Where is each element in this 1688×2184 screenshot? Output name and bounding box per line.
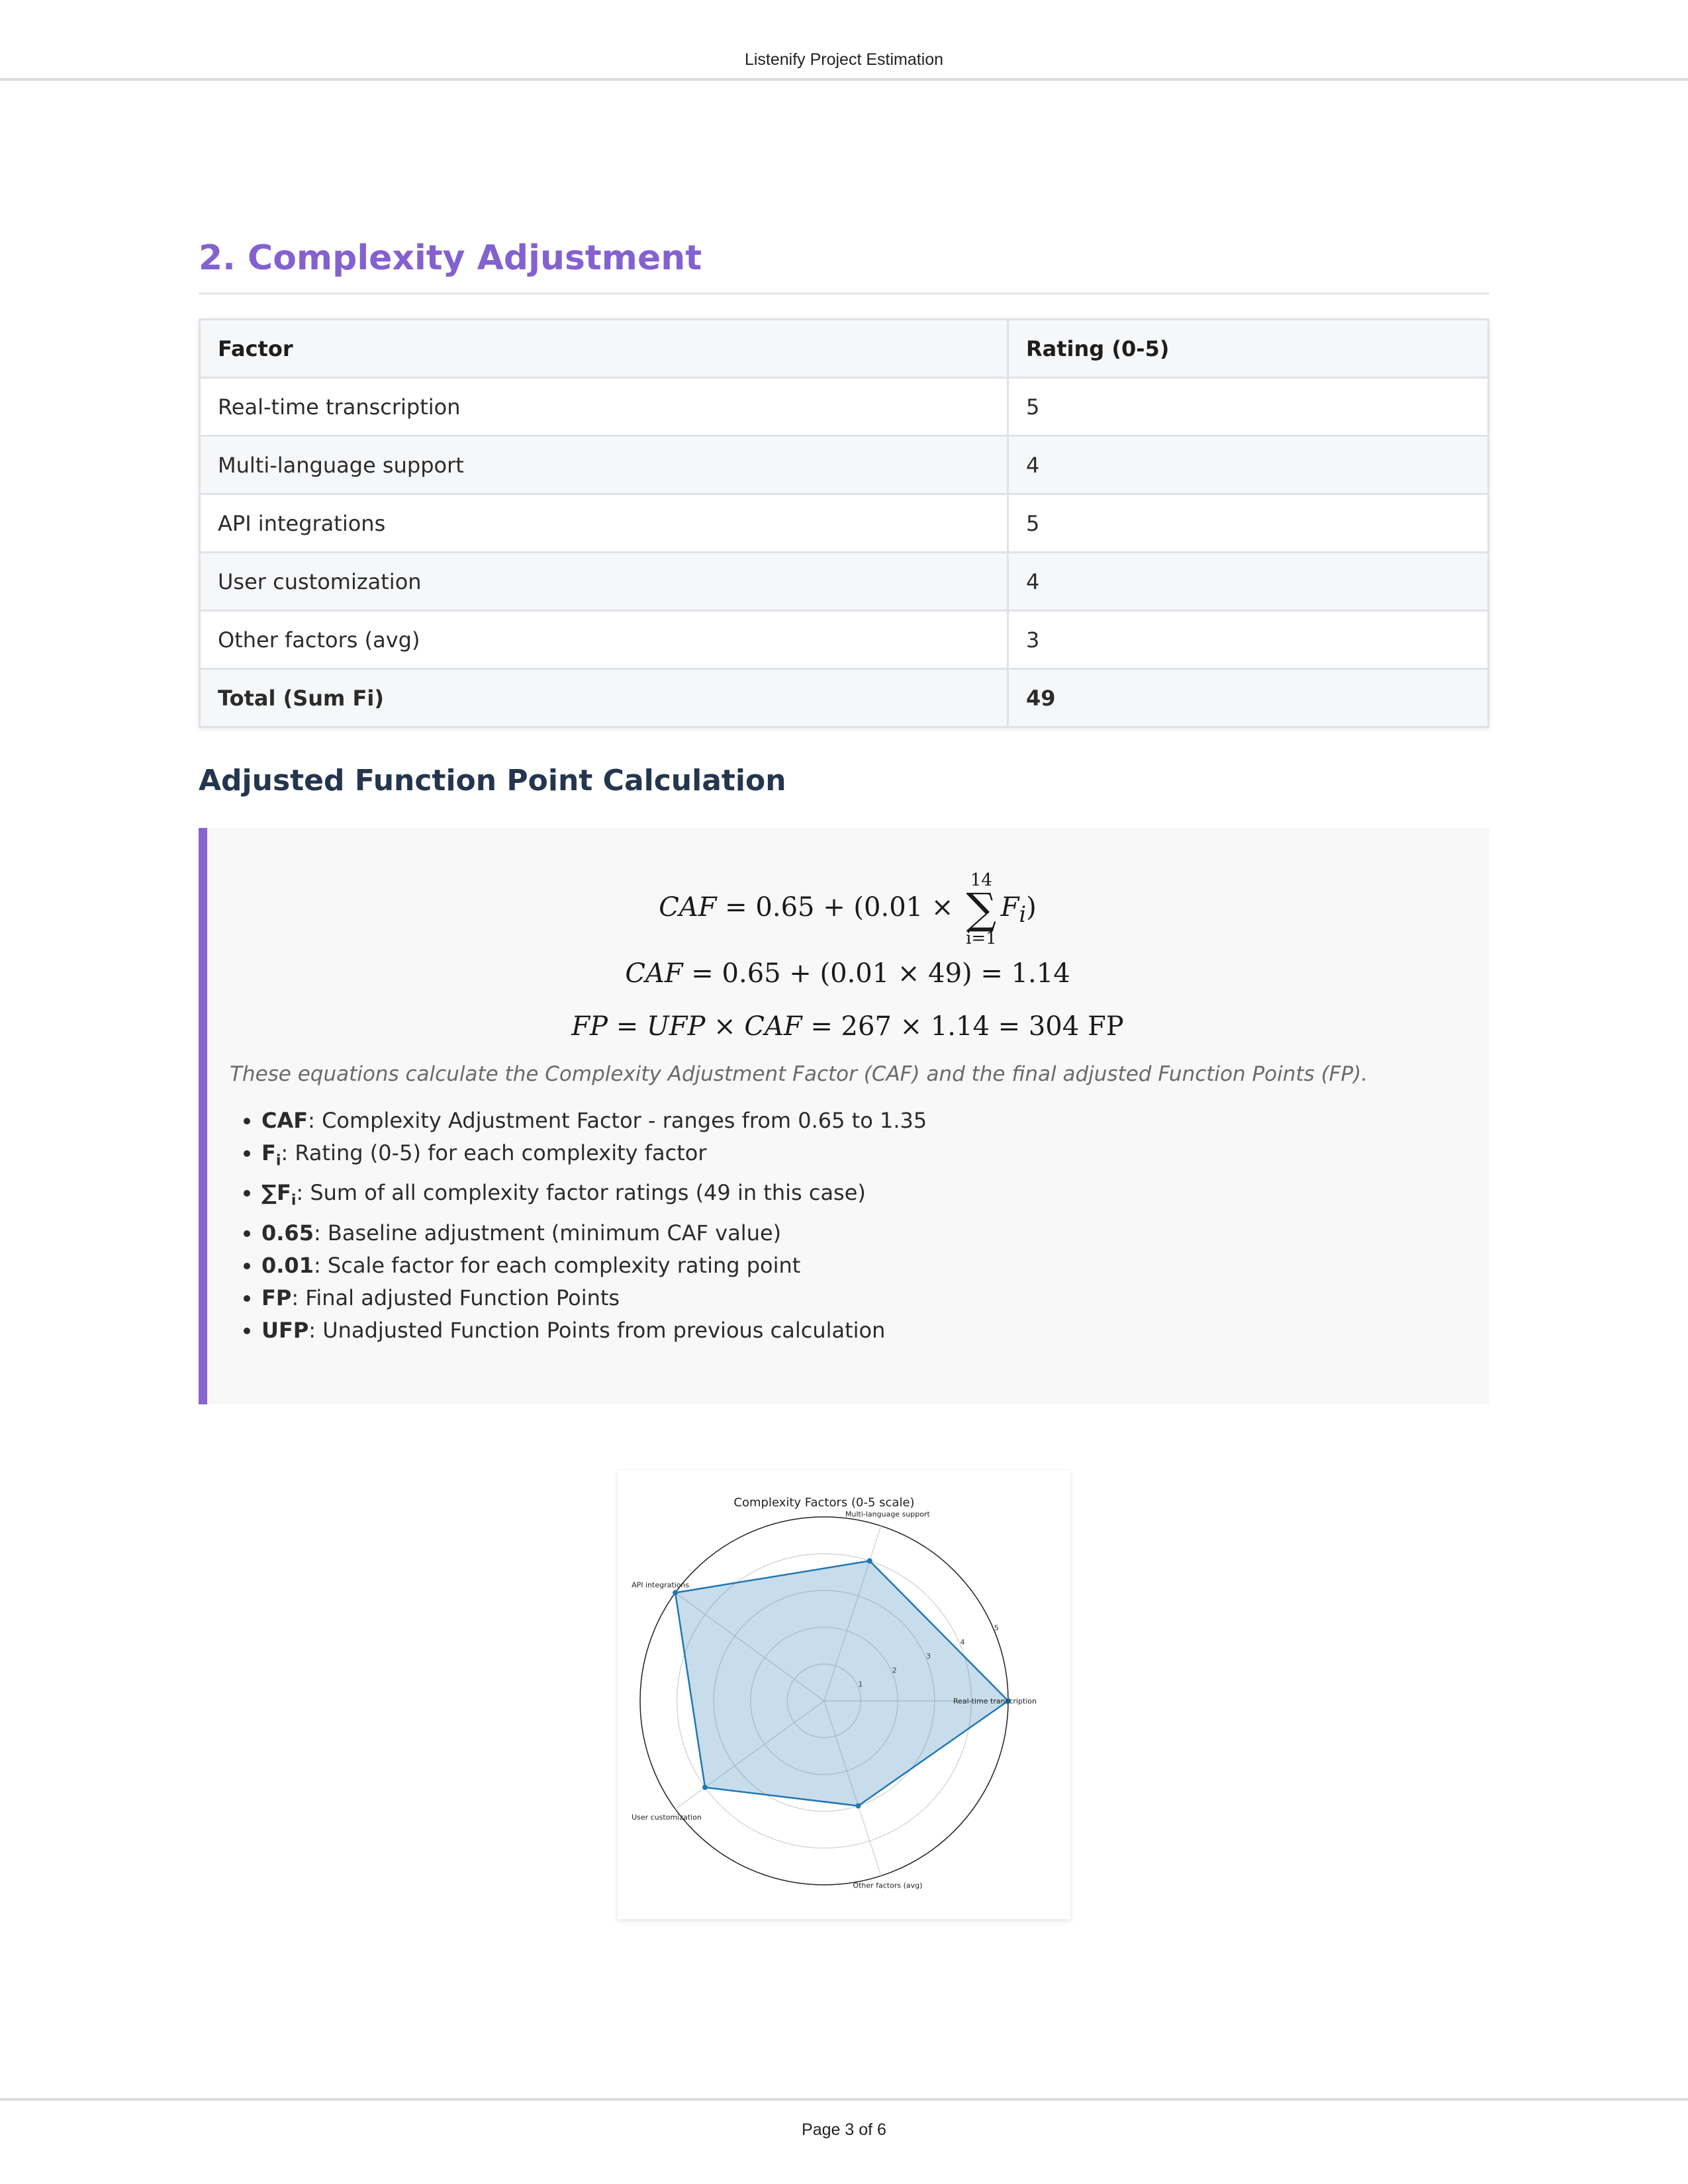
data-point [673, 1590, 678, 1596]
eq1-lhs: CAF [659, 892, 717, 923]
chart-title: Complexity Factors (0-5 scale) [733, 1496, 915, 1510]
radar-chart-card [618, 1471, 1070, 1919]
def-term: ∑F [261, 1180, 291, 1206]
rating-cell: 4 [1008, 436, 1489, 494]
rating-cell: 5 [1008, 494, 1489, 553]
factor-cell: User customization [200, 553, 1008, 611]
def-term: F [261, 1140, 276, 1165]
factor-cell: Other factors (avg) [200, 611, 1008, 669]
eq3-caf: CAF [744, 1011, 802, 1042]
column-header-factor: Factor [200, 320, 1008, 378]
def-term: 0.01 [261, 1252, 314, 1278]
def-text: : Complexity Adjustment Factor - ranges from 0.65 to 1.35 [308, 1108, 927, 1133]
sum-lower-limit: i=1 [966, 929, 997, 948]
category-label: API integrations [632, 1580, 690, 1590]
radial-tick-label: 4 [960, 1637, 965, 1647]
eq3-rhs: = 267 × 1.14 = 304 [810, 1011, 1080, 1042]
def-subscript: i [275, 1152, 281, 1169]
equation-caf-value [230, 947, 1466, 1000]
radial-tick-label: 2 [892, 1666, 897, 1675]
table-row [200, 553, 1489, 611]
section-heading: 2. Complexity Adjustment [199, 238, 1489, 295]
page-footer [0, 2098, 1688, 2184]
eq2-lhs: CAF [625, 958, 683, 989]
eq3-ufp: UFP [647, 1011, 706, 1042]
data-point [856, 1803, 861, 1809]
def-text: : Scale factor for each complexity rating point [313, 1252, 801, 1278]
def-term: UFP [261, 1317, 309, 1343]
factor-cell: Multi-language support [200, 436, 1008, 494]
list-item [261, 1217, 1466, 1250]
definition-list [230, 1105, 1466, 1347]
complexity-factors-table [199, 318, 1489, 728]
category-label: User customization [632, 1813, 702, 1822]
eq3-lhs: FP [571, 1011, 608, 1042]
summation-symbol: 14 ∑ i=1 [966, 870, 997, 948]
list-item [261, 1250, 1466, 1282]
list-item [261, 1105, 1466, 1137]
eq3-unit: FP [1087, 1011, 1124, 1042]
eq2-rhs: = 0.65 + (0.01 × 49) = 1.14 [691, 958, 1070, 989]
eq1-term-subscript: i [1019, 901, 1027, 927]
def-subscript: i [291, 1192, 297, 1209]
eq1-factor: 0.01 [864, 892, 923, 923]
radial-tick-label: 3 [926, 1652, 931, 1661]
category-label: Real-time transcription [953, 1697, 1037, 1706]
def-text: : Rating (0-5) for each complexity factor [281, 1140, 707, 1165]
category-label: Other factors (avg) [853, 1881, 923, 1890]
radial-tick-label: 1 [858, 1680, 863, 1689]
def-text: : Sum of all complexity factor ratings (49 in this case) [296, 1180, 866, 1206]
equation-caf-definition: CAF = 0.65 + (0.01 × 14 ∑ i=1 $F_i$) [659, 870, 1037, 948]
eq1-term: F [1000, 892, 1019, 923]
factor-cell: Real-time transcription [200, 378, 1008, 436]
data-point [702, 1785, 708, 1790]
radar-chart [618, 1471, 1070, 1919]
total-label-cell: Total (Sum Fi) [200, 669, 1008, 727]
list-item [261, 1137, 1466, 1177]
rating-cell: 5 [1008, 378, 1489, 436]
list-item [261, 1314, 1466, 1347]
equation-caption: These equations calculate the Complexity Adjustment Factor (CAF) and the final adjusted Function Points (FP). [230, 1062, 1368, 1086]
def-term: CAF [261, 1108, 308, 1133]
page-number: Page 3 of 6 [802, 2120, 886, 2139]
document-title: Listenify Project Estimation [744, 50, 944, 69]
def-term: 0.65 [261, 1220, 314, 1246]
table-row [200, 436, 1489, 494]
table-total-row [200, 669, 1489, 727]
def-text: : Final adjusted Function Points [291, 1285, 620, 1310]
table-row [200, 611, 1489, 669]
def-term: FP [261, 1285, 292, 1310]
rating-cell: 4 [1008, 553, 1489, 611]
page-header [0, 0, 1688, 81]
list-item [261, 1177, 1466, 1216]
sum-upper-limit: 14 [970, 870, 992, 890]
def-text: : Baseline adjustment (minimum CAF value) [313, 1220, 782, 1246]
table-row [200, 494, 1489, 553]
eq1-constant: 0.65 [755, 892, 815, 923]
factor-cell: API integrations [200, 494, 1008, 553]
def-text: : Unadjusted Function Points from previous calculation [308, 1317, 886, 1343]
data-series-area [675, 1561, 1008, 1805]
category-label: Multi-language support [845, 1510, 930, 1519]
formula-callout [199, 828, 1489, 1404]
calculation-heading: Adjusted Function Point Calculation [199, 764, 786, 797]
rating-cell: 3 [1008, 611, 1489, 669]
page-content [199, 238, 1489, 1404]
table-header-row [200, 320, 1489, 378]
column-header-rating: Rating (0-5) [1008, 320, 1489, 378]
list-item [261, 1282, 1466, 1314]
radial-tick-label: 5 [994, 1623, 999, 1633]
table-row [200, 378, 1489, 436]
equation-fp-value: FP = UFP × CAF = 267 × 1.14 = 304 FP [571, 1011, 1124, 1042]
data-point [867, 1558, 872, 1563]
total-value-cell: 49 [1008, 669, 1489, 727]
